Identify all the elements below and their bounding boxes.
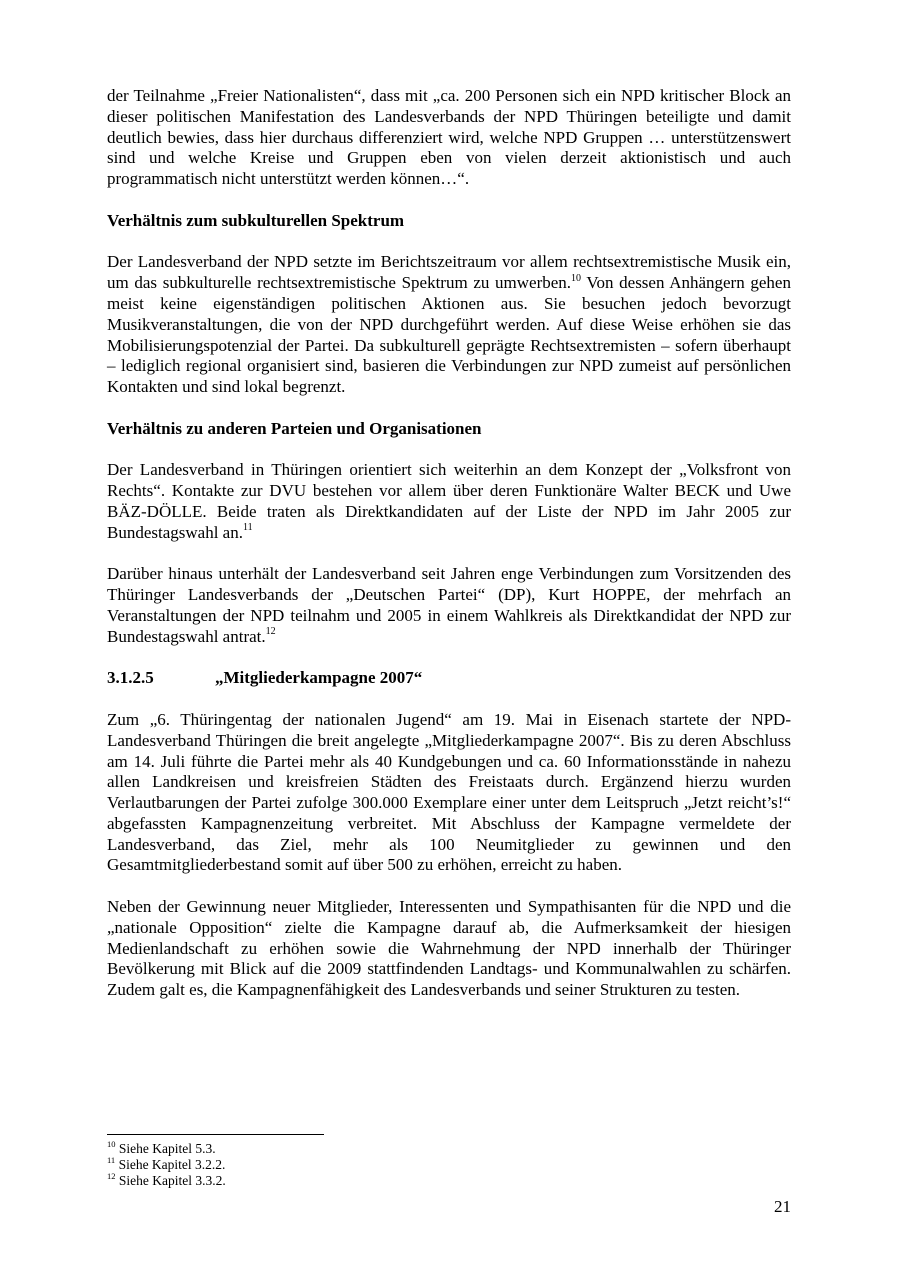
heading-subkulturelles-spektrum: Verhältnis zum subkulturellen Spektrum bbox=[107, 210, 405, 230]
section-number: 3.1.2.5 bbox=[107, 668, 154, 688]
paragraph-freie-nationalisten: der Teilnahme „Freier Nationalisten“, dass mit „ca. 200 Personen sich ein NPD kritischer Block an dieser politischen Manifestation des Landesverbands der NPD Thüringen beteiligte und damit deutlich bewies, dass hier durchaus differenziert wird, welche NPD Gruppen … unterstützenswert sind und welche Kreise und Gruppen eben von vielen derzeit aktionistisch und auch programmatisch nicht unterstützt werden können…“. bbox=[107, 86, 791, 189]
footnote-item bbox=[107, 1154, 791, 1173]
page-body bbox=[107, 86, 791, 1022]
footnote-divider bbox=[107, 1134, 324, 1135]
footnote-text: Siehe Kapitel 3.2.2. bbox=[118, 1157, 226, 1172]
paragraph-kampagne-ziele: Neben der Gewinnung neuer Mitglieder, Interessenten und Sympathisanten für die NPD und die „nationale Opposition“ zielte die Kampagne darauf ab, die Aufmerksamkeit der hiesigen Medienlandschaft zu erhöhen sowie die Wahrnehmung der NPD innerhalb der Thüringer Bevölkerung mit Blick auf die 2009 stattfindenden Landtags- und Kommunalwahlen zu schärfen. Zudem galt es, die Kampagnenfähigkeit des Landesverbands und seiner Strukturen zu testen. bbox=[107, 897, 791, 1000]
heading-andere-parteien: Verhältnis zu anderen Parteien und Organisationen bbox=[107, 418, 482, 438]
paragraph-subkultur bbox=[107, 252, 791, 398]
paragraph-volksfront-text: Der Landesverband in Thüringen orientiert sich weiterhin an dem Konzept der „Volksfront von Rechts“. Kontakte zur DVU bestehen vor allem über deren Funktionäre Walter BECK und Uwe BÄZ-DÖLLE. Beide traten als Direktkandidaten auf der Liste der NPD im Jahr 2005 zur Bundestagswahl an. bbox=[107, 460, 791, 542]
paragraph-deutsche-partei-text: Darüber hinaus unterhält der Landesverband seit Jahren enge Verbindungen zum Vorsitzenden des Thüringer Landesverbands der „Deutschen Partei“ (DP), Kurt HOPPE, der mehrfach an Veranstaltungen der NPD teilnahm und 2005 in einem Wahlkreis als Direktkandidat der NPD zur Bundestagswahl antrat. bbox=[107, 564, 791, 646]
paragraph-subkultur-text-b: Von dessen Anhängern gehen meist keine eigenständigen politischen Aktionen aus. Sie besuchen jedoch bevorzugt Musikveranstaltungen, die von der NPD durchgeführt werden. Auf diese Weise erhöhen sie das Mobilisierungspotenzial der Partei. Da subkulturell geprägte Rechtsextremisten – sofern überhaupt – lediglich regional organisiert sind, basieren die Verbindungen zur NPD zumeist auf persönlichen Kontakten und sind lokal begrenzt. bbox=[107, 273, 791, 397]
footnote-number: 10 bbox=[107, 1138, 116, 1149]
footnote-item bbox=[107, 1138, 791, 1157]
footnote-number: 11 bbox=[107, 1154, 116, 1165]
footnote-number: 12 bbox=[107, 1170, 116, 1181]
section-title: „Mitgliederkampagne 2007“ bbox=[215, 668, 423, 688]
footnote-ref-12[interactable]: 12 bbox=[265, 626, 276, 638]
footnote-text: Siehe Kapitel 5.3. bbox=[118, 1141, 216, 1156]
footnote-item bbox=[107, 1170, 791, 1189]
paragraph-subkultur-text-a: Der Landesverband der NPD setzte im Berichtszeitraum vor allem rechtsextremistische Musik ein, um das subkulturelle rechtsextremistische Spektrum zu umwerben. bbox=[107, 252, 791, 293]
paragraph-kampagne-start: Zum „6. Thüringentag der nationalen Jugend“ am 19. Mai in Eisenach startete der NPD-Landesverband Thüringen die breit angelegte „Mitgliederkampagne 2007“. Bis zu deren Abschluss am 14. Juli führte die Partei mehr als 40 Kundgebungen und ca. 60 Informationsstände in nahezu allen Landkreisen und kreisfreien Städten des Freistaats durch. Ergänzend hierzu wurden Verlautbarungen der Partei zufolge 300.000 Exemplare einer unter dem Leitspruch „Jetzt reicht’s!“ abgefassten Kampagnenzeitung verbreitet. Mit Abschluss der Kampagne vermeldete der Landesverband, das Ziel, mehr als 100 Neumitglieder zu gewinnen und den Gesamtmitgliederbestand somit auf über 500 zu erhöhen, erreicht zu haben. bbox=[107, 709, 791, 875]
paragraph-deutsche-partei bbox=[107, 564, 791, 647]
footnote-ref-11[interactable]: 11 bbox=[242, 522, 253, 534]
footnote-text: Siehe Kapitel 3.3.2. bbox=[118, 1173, 226, 1188]
paragraph-volksfront bbox=[107, 460, 791, 543]
footnotes bbox=[107, 1138, 791, 1189]
section-heading-mitgliederkampagne bbox=[107, 668, 791, 689]
footnote-ref-10[interactable]: 10 bbox=[571, 272, 582, 284]
page-number: 21 bbox=[774, 1197, 791, 1216]
